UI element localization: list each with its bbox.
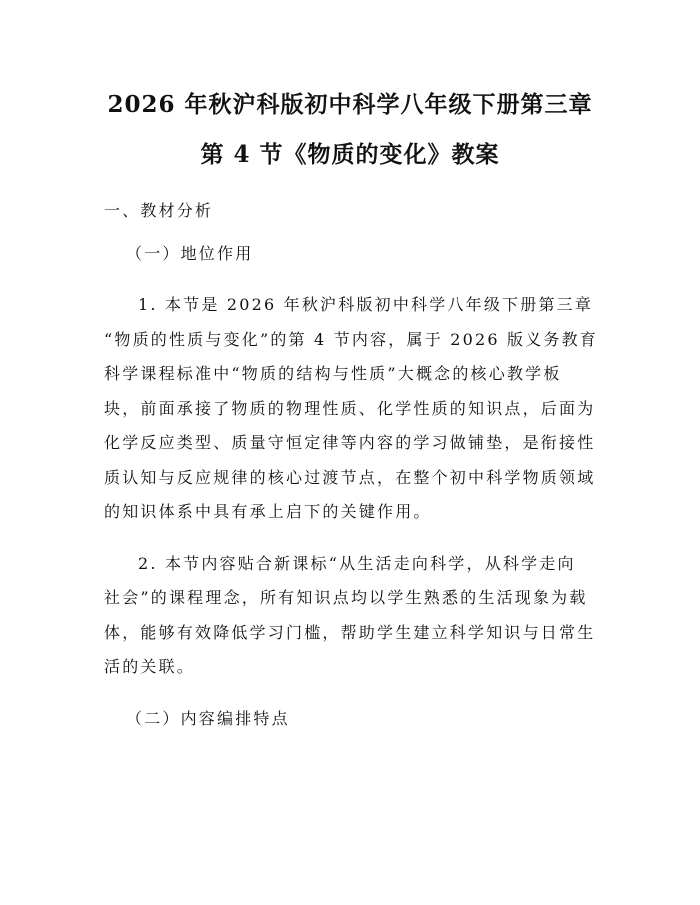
paragraph-line: 质认知与反应规律的核心过渡节点，在整个初中科学物质领域 <box>104 468 596 487</box>
paragraph-line: 活的关联。 <box>104 657 196 676</box>
paragraph-line: 体，能够有效降低学习门槛，帮助学生建立科学知识与日常生 <box>104 623 596 642</box>
paragraph-line: 化学反应类型、质量守恒定律等内容的学习做铺垫，是衔接性 <box>104 433 596 452</box>
subsection-heading-position: （一）地位作用 <box>126 244 254 263</box>
section-heading: 一、教材分析 <box>104 201 214 220</box>
subsection-heading-layout: （二）内容编排特点 <box>126 709 290 728</box>
paragraph-line: 科学课程标准中“物质的结构与性质”大概念的核心教学板 <box>104 364 562 383</box>
paragraph-line: 块，前面承接了物质的物理性质、化学性质的知识点，后面为 <box>104 399 596 418</box>
paragraph-line: 1. 本节是 2026 年秋沪科版初中科学八年级下册第三章 <box>138 295 594 314</box>
paragraph-line: 的知识体系中具有承上启下的关键作用。 <box>104 502 432 521</box>
document-title-line-1: 2026 年秋沪科版初中科学八年级下册第三章 <box>107 91 593 118</box>
paragraph-line: 2. 本节内容贴合新课标“从生活走向科学，从科学走向 <box>138 554 576 573</box>
paragraph-line: 社会”的课程理念，所有知识点均以学生熟悉的生活现象为载 <box>104 588 588 607</box>
paragraph-line: “物质的性质与变化”的第 4 节内容，属于 2026 版义务教育 <box>104 330 599 349</box>
document-title-line-2: 第 4 节《物质的变化》教案 <box>200 141 500 168</box>
